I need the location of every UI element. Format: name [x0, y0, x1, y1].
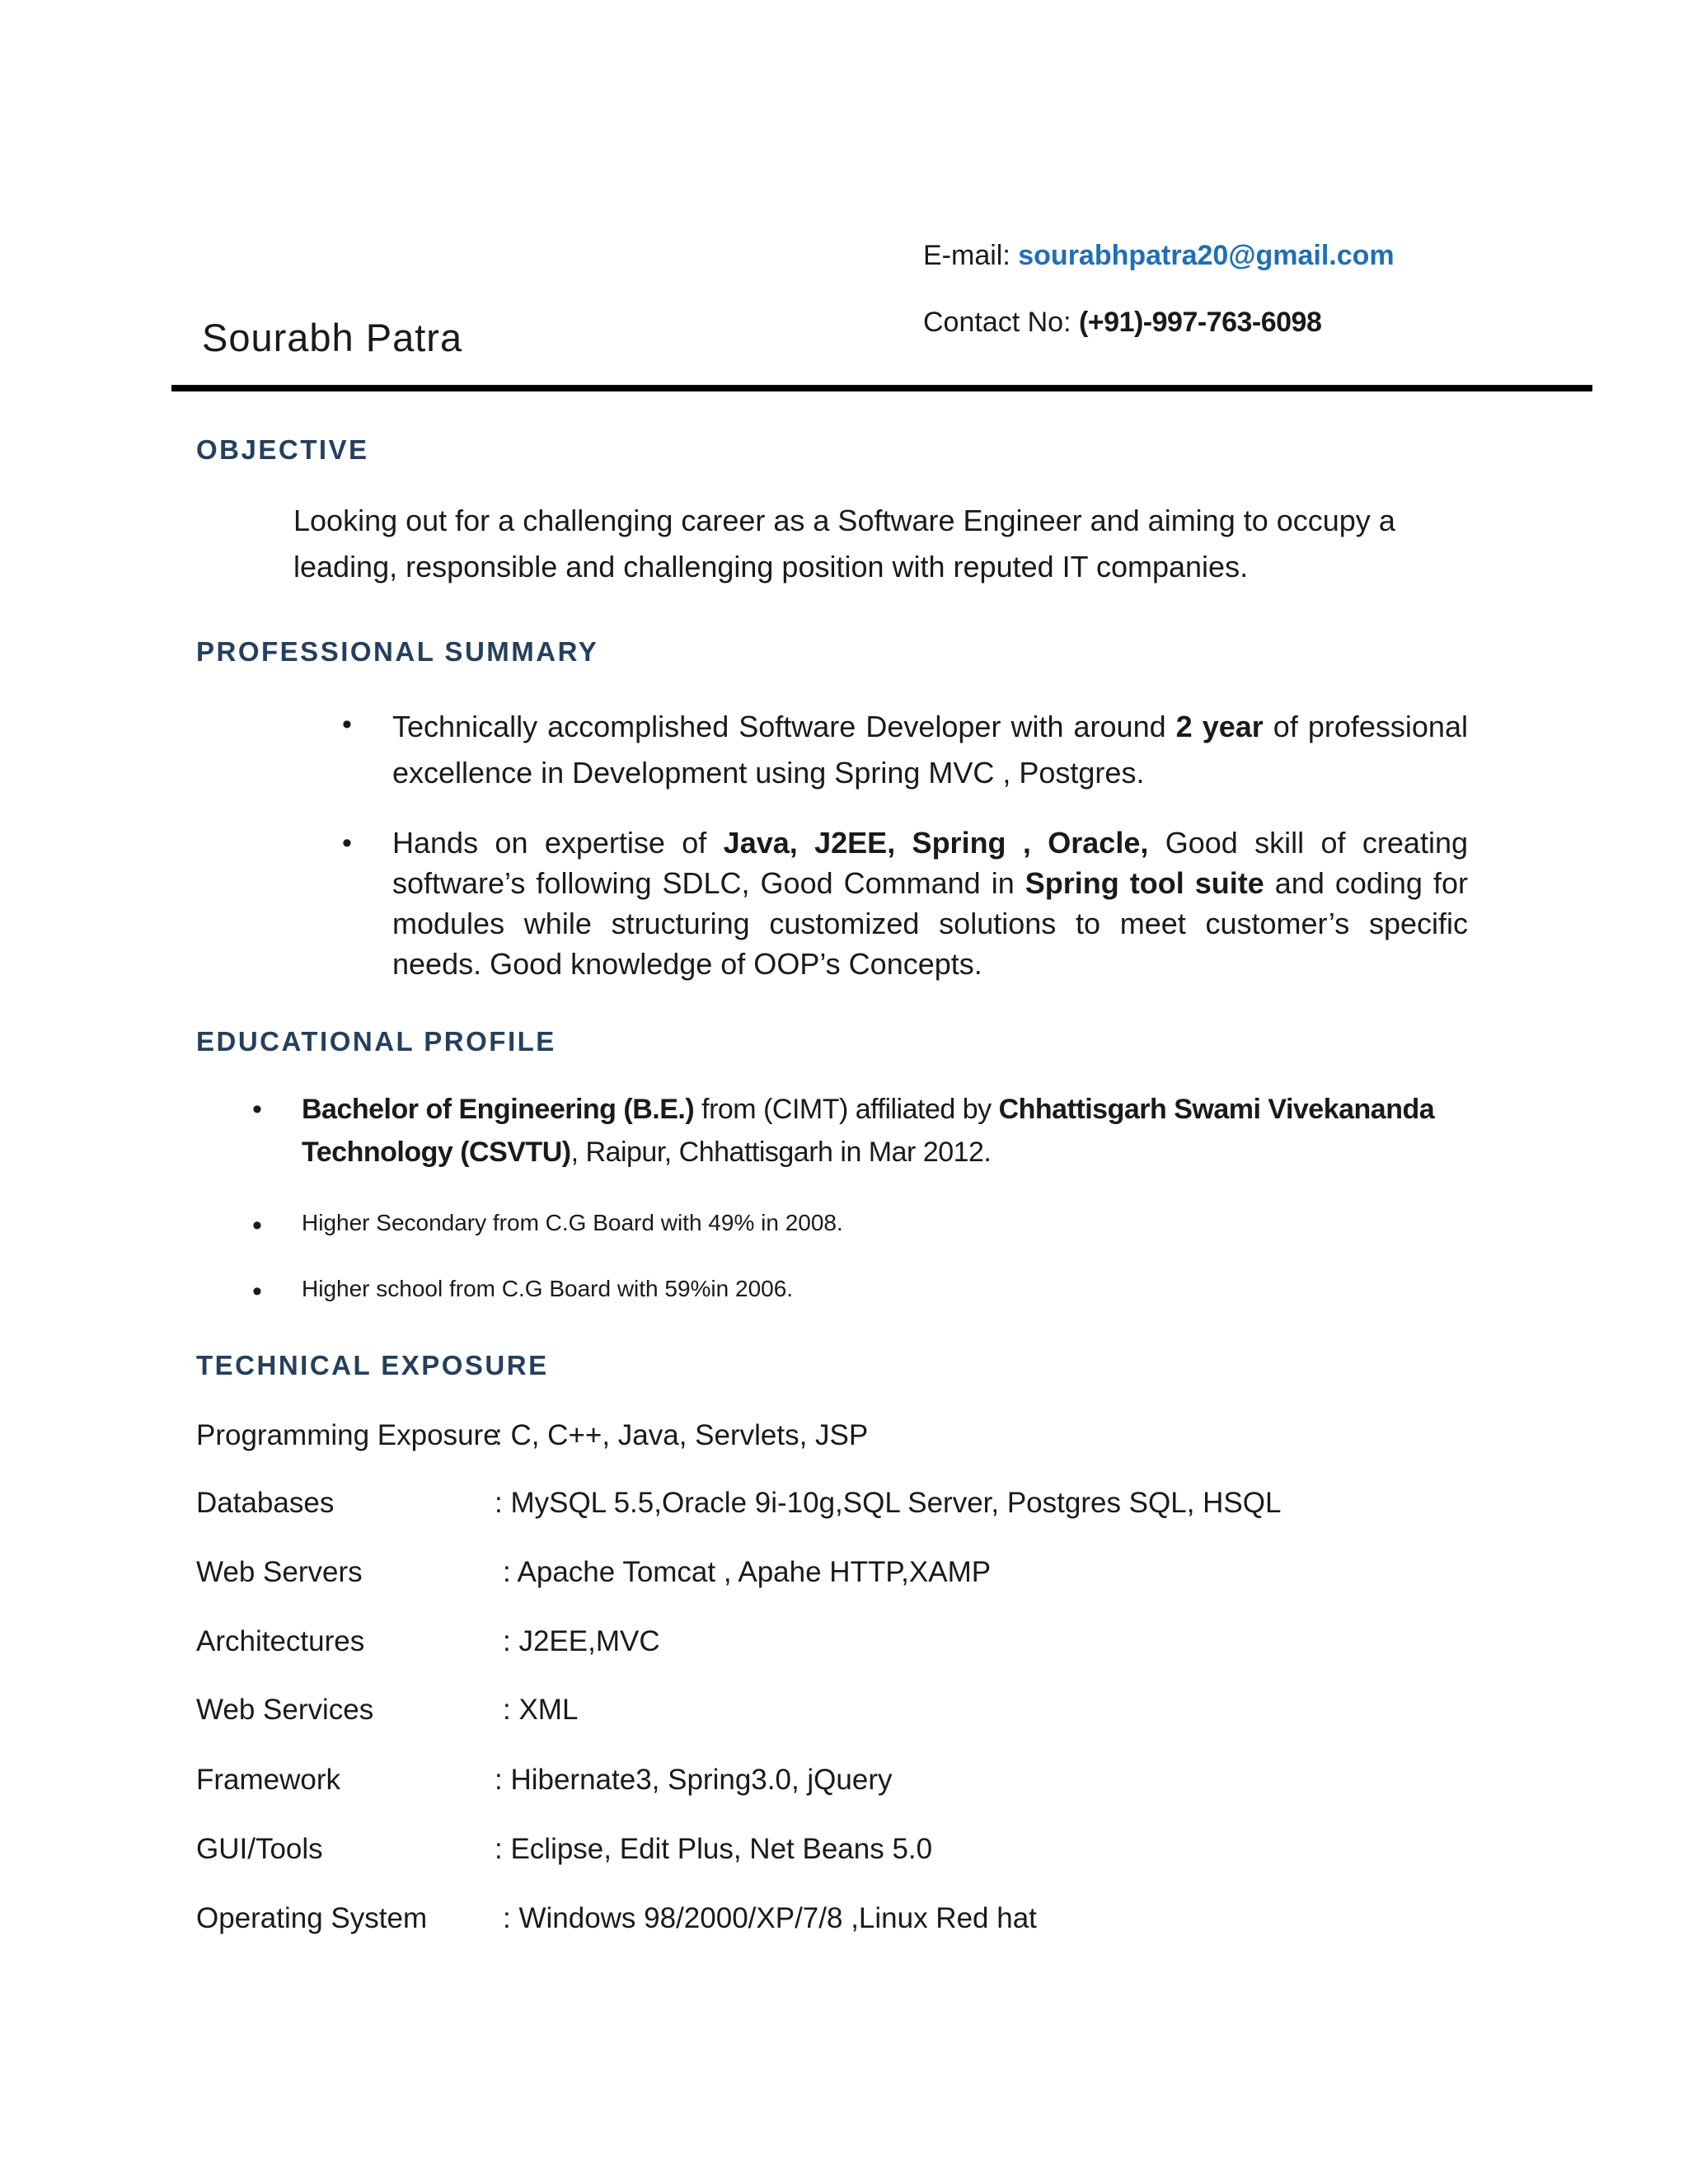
objective-heading: OBJECTIVE	[196, 434, 369, 465]
tech-value: : Eclipse, Edit Plus, Net Beans 5.0	[495, 1833, 933, 1865]
email-label: E-mail:	[923, 240, 1010, 271]
objective-text	[293, 498, 1398, 590]
phone-line	[923, 307, 1321, 339]
summary-item-1-line-2: excellence in Development using Spring MVC , Postgres.	[392, 756, 1145, 790]
tech-label: Programming Exposure	[196, 1419, 499, 1451]
email-line	[923, 240, 1395, 272]
tech-value: : J2EE,MVC	[503, 1625, 660, 1657]
summary-item-2-line-2: software’s following SDLC, Good Command in Spring tool suite and coding for	[392, 866, 1468, 900]
phone-label: Contact No:	[923, 307, 1071, 338]
bullet-dot: •	[342, 709, 352, 740]
summary-item-2-line-1: Hands on expertise of Java, J2EE, Spring , Oracle, Good skill of creating	[392, 826, 1468, 860]
education-item-be-line-2: Technology (CSVTU), Raipur, Chhattisgarh in Mar 2012.	[302, 1137, 992, 1168]
tech-label: Architectures	[196, 1625, 365, 1657]
education-item-be	[302, 1088, 1434, 1174]
bullet-dot: •	[252, 1276, 262, 1307]
phone-number: (+91)-997-763-6098	[1078, 307, 1322, 338]
tech-label: Operating System	[196, 1902, 428, 1934]
bullet-dot: •	[252, 1210, 262, 1241]
tech-value: : Hibernate3, Spring3.0, jQuery	[495, 1764, 893, 1796]
summary-item-1-line-1: Technically accomplished Software Developer with around 2 year of professional	[392, 710, 1468, 743]
objective-line-2: leading, responsible and challenging position with reputed IT companies.	[293, 550, 1249, 583]
education-heading: EDUCATIONAL PROFILE	[196, 1026, 556, 1057]
tech-label: Framework	[196, 1764, 341, 1796]
summary-item-2-line-3: modules while structuring customized solutions to meet customer’s specific	[392, 907, 1468, 940]
tech-label: GUI/Tools	[196, 1833, 323, 1865]
summary-item-2-line-4: needs. Good knowledge of OOP’s Concepts.	[392, 947, 982, 981]
email-link[interactable]: sourabhpatra20@gmail.com	[1018, 240, 1395, 271]
tech-label: Web Servers	[196, 1556, 363, 1588]
tech-value: : XML	[503, 1694, 579, 1726]
summary-item-1	[392, 704, 1468, 796]
tech-label: Web Services	[196, 1694, 374, 1726]
tech-value: : MySQL 5.5,Oracle 9i-10g,SQL Server, Postgres SQL, HSQL	[495, 1487, 1282, 1519]
summary-heading: PROFESSIONAL SUMMARY	[196, 636, 599, 667]
education-item-be-line-1: Bachelor of Engineering (B.E.) from (CIMT) affiliated by Chhattisgarh Swami Vivekananda	[302, 1094, 1435, 1125]
tech-value: : C, C++, Java, Servlets, JSP	[495, 1419, 869, 1451]
tech-value: : Apache Tomcat , Apahe HTTP,XAMP	[503, 1556, 992, 1588]
candidate-name: Sourabh Patra	[202, 316, 463, 359]
objective-line-1: Looking out for a challenging career as a Software Engineer and aiming to occupy a	[293, 504, 1395, 537]
summary-item-2	[392, 823, 1468, 984]
bullet-dot: •	[342, 827, 352, 859]
technical-heading: TECHNICAL EXPOSURE	[196, 1350, 549, 1380]
education-item-ssc: Higher school from C.G Board with 59%in 2006.	[302, 1276, 794, 1301]
tech-value: : Windows 98/2000/XP/7/8 ,Linux Red hat	[503, 1902, 1037, 1934]
header-divider	[171, 385, 1592, 391]
education-item-hsc: Higher Secondary from C.G Board with 49% in 2008.	[302, 1210, 843, 1235]
bullet-dot: •	[252, 1094, 262, 1125]
tech-label: Databases	[196, 1487, 335, 1519]
